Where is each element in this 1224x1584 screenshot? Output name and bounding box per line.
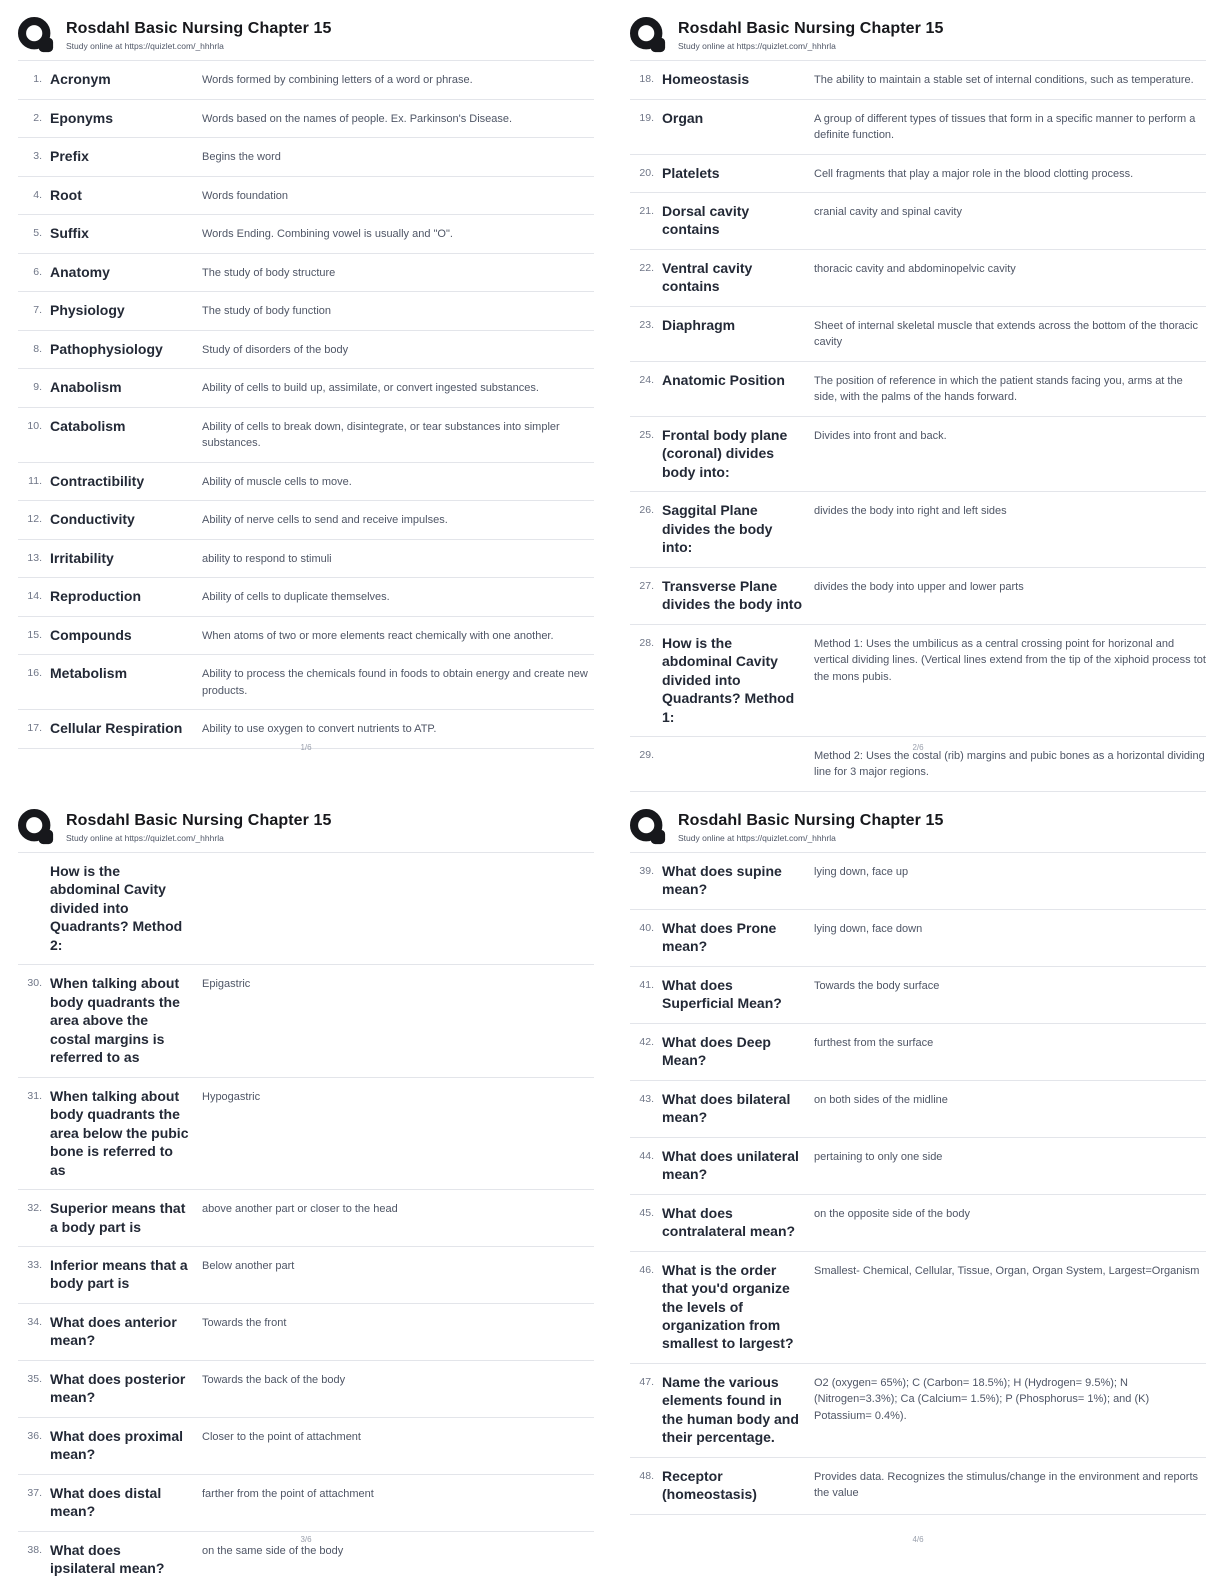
term-number: 20. [639, 166, 654, 179]
study-online-link[interactable]: Study online at https://quizlet.com/_hhhrla [678, 833, 836, 844]
definition-text: The position of reference in which the patient stands facing you, arms at the side, with the palms of the hands forward. [814, 374, 1183, 404]
term-row [18, 1475, 594, 1532]
term-row [630, 250, 1206, 307]
term-text: Transverse Plane divides the body into [662, 577, 803, 613]
term-number [18, 862, 42, 865]
page-4 [612, 792, 1224, 1584]
definition-text: Ability of cells to build up, assimilate, or convert ingested substances. [202, 382, 539, 394]
definition-text: Hypogastric [202, 1090, 261, 1103]
term-text: What does contralateral mean? [662, 1204, 796, 1240]
definition-text: The study of body function [202, 305, 332, 317]
definition-text: ability to respond to stimuli [202, 552, 332, 565]
term-text: Compounds [50, 626, 132, 643]
term-row [630, 100, 1206, 155]
header-text-block [66, 16, 332, 51]
term-row [18, 292, 594, 331]
term-number: 43. [639, 1092, 654, 1105]
term-number: 12. [27, 513, 42, 525]
term-text: Superior means that a body part is [50, 1200, 186, 1235]
term-number: 21. [639, 205, 654, 217]
definition-text: divides the body into right and left sides [814, 505, 1007, 518]
definition-text: Epigastric [202, 978, 251, 991]
term-number: 26. [639, 504, 654, 517]
term-text: Saggital Plane divides the body into: [662, 502, 773, 556]
term-row [18, 61, 594, 100]
term-text: Cellular Respiration [50, 720, 183, 736]
term-number: 33. [27, 1258, 42, 1271]
term-number: 34. [27, 1315, 42, 1328]
term-number: 42. [639, 1035, 654, 1048]
term-text: Anatomic Position [662, 371, 785, 388]
page-2 [612, 0, 1224, 792]
term-row [630, 1252, 1206, 1364]
definition-text: Ability of nerve cells to send and receive impulses. [202, 514, 448, 526]
page-3 [0, 792, 612, 1584]
definition-text: lying down, face up [814, 866, 909, 878]
page-header [0, 0, 612, 60]
term-number: 19. [639, 111, 654, 124]
term-text: How is the abdominal Cavity divided into Quadrants? Method 2: [50, 863, 183, 953]
term-row [630, 362, 1206, 417]
term-row [630, 1081, 1206, 1138]
term-text: Homeostasis [662, 71, 750, 87]
term-text: Acronym [50, 71, 111, 87]
header-text-block [66, 808, 332, 843]
term-text: What does proximal mean? [50, 1427, 184, 1463]
term-number: 3. [33, 150, 42, 162]
term-text: What does unilateral mean? [662, 1147, 799, 1183]
term-row [18, 1361, 594, 1418]
term-row [630, 193, 1206, 250]
definition-text: Words based on the names of people. Ex. Parkinson's Disease. [202, 112, 513, 125]
page-1 [0, 0, 612, 792]
term-text: What does Prone mean? [662, 919, 777, 955]
term-text: What does bilateral mean? [662, 1090, 791, 1126]
definition-text: Words formed by combining letters of a word or phrase. [202, 74, 473, 86]
term-text: Irritability [50, 549, 114, 566]
term-number: 37. [27, 1486, 42, 1499]
page-number: 3/6 [300, 1535, 312, 1544]
term-row [18, 408, 594, 463]
term-list [630, 852, 1206, 1515]
term-row [18, 215, 594, 254]
term-number: 15. [27, 628, 42, 641]
term-number: 48. [639, 1469, 654, 1482]
definition-text: Method 1: Uses the umbilicus as a central crossing point for horizonal and vertical dividing lines. (Vertical lines extend from the tip of the xiphoid process tot the mons pubis. [814, 637, 1206, 683]
term-text: What does ipsilateral mean? [50, 1541, 165, 1577]
term-number: 1. [33, 73, 42, 85]
term-row [630, 1024, 1206, 1081]
definition-text: Below another part [202, 1259, 295, 1272]
term-row [18, 100, 594, 139]
term-list [630, 60, 1206, 792]
term-number: 16. [27, 667, 42, 679]
term-row [18, 617, 594, 656]
definition-text [202, 862, 594, 864]
page-header [0, 792, 612, 852]
term-number: 29. [639, 748, 654, 761]
study-online-link[interactable]: Study online at https://quizlet.com/_hhhrla [66, 833, 224, 844]
term-number: 39. [639, 865, 654, 877]
quizlet-logo-icon [630, 809, 666, 845]
term-number: 18. [639, 73, 654, 85]
term-number: 36. [27, 1429, 42, 1442]
term-number: 44. [639, 1149, 654, 1162]
definition-text: divides the body into upper and lower parts [814, 580, 1024, 593]
term-list [18, 852, 594, 1584]
page-number: 1/6 [300, 743, 312, 752]
term-row [630, 1138, 1206, 1195]
definition-text: Closer to the point of attachment [202, 1430, 361, 1443]
definition-text: Towards the front [202, 1316, 287, 1329]
term-text: What does Superficial Mean? [662, 976, 782, 1012]
definition-text: Ability of cells to duplicate themselves. [202, 591, 390, 603]
term-row [18, 540, 594, 579]
term-text: Root [50, 186, 82, 203]
term-text: Frontal body plane (coronal) divides body into: [662, 426, 788, 480]
term-row [630, 568, 1206, 625]
term-row [18, 369, 594, 408]
definition-text: Study of disorders of the body [202, 343, 349, 356]
page-title: Rosdahl Basic Nursing Chapter 15 [66, 812, 332, 829]
term-number: 32. [27, 1202, 42, 1215]
definition-text: pertaining to only one side [814, 1150, 943, 1163]
term-row [18, 1078, 594, 1190]
definition-text: A group of different types of tissues that form in a specific manner to perform a definite function. [814, 112, 1196, 141]
term-text: Name the various elements found in the human body and their percentage. [662, 1373, 799, 1446]
quizlet-logo-icon [18, 809, 54, 845]
page-header [612, 0, 1224, 60]
definition-text: Ability of cells to break down, disintegrate, or tear substances into simpler substances. [202, 420, 560, 449]
term-row [630, 1364, 1206, 1458]
term-number: 22. [639, 261, 654, 274]
definition-text: Ability to use oxygen to convert nutrients to ATP. [202, 723, 437, 735]
term-row [18, 177, 594, 216]
page-title: Rosdahl Basic Nursing Chapter 15 [678, 20, 944, 37]
definition-text: The ability to maintain a stable set of internal conditions, such as temperature. [814, 74, 1194, 86]
term-number: 11. [28, 474, 42, 487]
definition-text: Cell fragments that play a major role in the blood clotting process. [814, 167, 1134, 180]
term-row [18, 1247, 594, 1304]
term-row [630, 417, 1206, 492]
study-online-link[interactable]: Study online at https://quizlet.com/_hhhrla [66, 41, 224, 52]
term-row [18, 501, 594, 540]
definition-text: farther from the point of attachment [202, 1487, 374, 1500]
term-row [630, 967, 1206, 1024]
header-text-block [678, 16, 944, 51]
term-number: 30. [27, 977, 42, 990]
term-row [18, 331, 594, 370]
term-row [630, 625, 1206, 737]
term-row [630, 1195, 1206, 1252]
term-row [18, 965, 594, 1077]
term-number: 46. [639, 1263, 654, 1276]
term-number: 17. [27, 722, 42, 734]
term-number: 40. [639, 921, 654, 934]
term-text: Catabolism [50, 417, 126, 434]
term-number: 47. [639, 1375, 654, 1388]
page-header [612, 792, 1224, 852]
definition-text: Divides into front and back. [814, 429, 947, 442]
definition-text: Sheet of internal skeletal muscle that extends across the bottom of the thoracic cavity [814, 319, 1198, 349]
term-row [18, 463, 594, 502]
term-text: Diaphragm [662, 316, 736, 333]
definition-text: above another part or closer to the head [202, 1203, 398, 1216]
definition-text: Ability to process the chemicals found in foods to obtain energy and create new products. [202, 668, 588, 697]
term-text: Inferior means that a body part is [50, 1256, 188, 1292]
definition-text: Towards the body surface [814, 979, 940, 992]
term-row [18, 853, 594, 965]
term-row [630, 155, 1206, 194]
term-text: What does supine mean? [662, 863, 782, 898]
term-row [18, 655, 594, 710]
quizlet-logo-icon [18, 17, 54, 53]
term-text: Suffix [50, 225, 89, 241]
page-number: 2/6 [912, 743, 924, 752]
term-number: 6. [33, 265, 42, 278]
page-title: Rosdahl Basic Nursing Chapter 15 [678, 812, 944, 829]
term-row [630, 307, 1206, 362]
term-number: 24. [639, 373, 654, 386]
term-text: Contractibility [50, 472, 145, 489]
term-row [18, 254, 594, 293]
term-number: 41. [639, 978, 654, 991]
term-number: 4. [33, 188, 42, 201]
term-row [18, 578, 594, 617]
term-number: 7. [33, 304, 42, 316]
term-text: What does anterior mean? [50, 1313, 177, 1349]
definition-text: cranial cavity and spinal cavity [814, 206, 962, 218]
term-text: Organ [662, 109, 704, 126]
term-number: 25. [639, 428, 654, 441]
definition-text: Smallest- Chemical, Cellular, Tissue, Organ, Organ System, Largest=Organism [814, 1264, 1200, 1277]
term-number: 14. [27, 590, 42, 602]
term-row [630, 910, 1206, 967]
study-online-link[interactable]: Study online at https://quizlet.com/_hhhrla [678, 41, 836, 52]
term-text: Dorsal cavity contains [662, 203, 750, 238]
header-text-block [678, 808, 944, 843]
definition-text: Method 2: Uses the costal (rib) margins and pubic bones as a horizontal dividing line for 3 major regions. [814, 749, 1205, 779]
term-text: What does distal mean? [50, 1484, 162, 1520]
term-text: Receptor (homeostasis) [662, 1467, 757, 1503]
term-row [630, 61, 1206, 100]
term-number: 5. [33, 227, 42, 239]
term-row [630, 853, 1206, 910]
definition-text: Ability of muscle cells to move. [202, 475, 352, 488]
quizlet-logo-icon [630, 17, 666, 53]
term-text: Eponyms [50, 109, 114, 126]
term-text: What is the order that you'd organize the levels of organization from smallest to largest? [662, 1261, 794, 1352]
definition-text: O2 (oxygen= 65%); C (Carbon= 18.5%); H (Hydrogen= 9.5%); N (Nitrogen=3.3%); Ca (Calcium= 1.5%); P (Phosphorus= 1%); and (K) Potassium= 0.4%). [814, 1376, 1150, 1422]
term-row [18, 1190, 594, 1247]
term-row [18, 138, 594, 177]
term-text: Platelets [662, 164, 720, 181]
term-number: 31. [27, 1089, 42, 1102]
definition-text: Words foundation [202, 189, 289, 202]
term-number: 23. [639, 318, 654, 331]
term-text: Physiology [50, 302, 125, 318]
term-number: 2. [33, 111, 42, 124]
term-text: Anabolism [50, 379, 122, 395]
term-row [630, 1458, 1206, 1515]
page-title: Rosdahl Basic Nursing Chapter 15 [66, 20, 332, 37]
term-number: 10. [27, 419, 42, 432]
definition-text: furthest from the surface [814, 1036, 934, 1049]
term-text: What does Deep Mean? [662, 1033, 771, 1069]
term-text: Ventral cavity contains [662, 259, 753, 295]
term-row [630, 492, 1206, 567]
definition-text: Towards the back of the body [202, 1373, 346, 1386]
term-text: Reproduction [50, 588, 141, 604]
term-text: Conductivity [50, 511, 135, 527]
term-text: Metabolism [50, 665, 128, 681]
term-row [18, 1418, 594, 1475]
term-row [18, 1304, 594, 1361]
term-text: Prefix [50, 148, 89, 164]
term-number: 28. [639, 636, 654, 649]
term-number: 8. [33, 342, 42, 355]
definition-text: lying down, face down [814, 922, 923, 935]
term-text: What does posterior mean? [50, 1370, 186, 1406]
definition-text: Begins the word [202, 151, 281, 163]
term-text: How is the abdominal Cavity divided into Quadrants? Method 1: [662, 634, 795, 725]
definition-text: on the opposite side of the body [814, 1207, 970, 1220]
definition-text: When atoms of two or more elements react chemically with one another. [202, 629, 554, 642]
term-text: When talking about body quadrants the area above the costal margins is referred to as [50, 975, 180, 1066]
definition-text: Provides data. Recognizes the stimulus/change in the environment and reports the value [814, 1470, 1198, 1500]
term-text: Pathophysiology [50, 340, 163, 357]
definition-text: thoracic cavity and abdominopelvic cavity [814, 262, 1016, 275]
term-number: 13. [27, 551, 42, 564]
term-number: 38. [27, 1543, 42, 1556]
definition-text: on the same side of the body [202, 1544, 344, 1557]
term-number: 35. [27, 1372, 42, 1385]
term-text: When talking about body quadrants the area below the pubic bone is referred to as [50, 1087, 189, 1178]
page-number: 4/6 [912, 1535, 924, 1544]
term-number: 27. [639, 579, 654, 592]
term-list [18, 60, 594, 749]
definition-text: on both sides of the midline [814, 1093, 948, 1106]
definition-text: The study of body structure [202, 266, 336, 279]
term-number: 45. [639, 1206, 654, 1219]
definition-text: Words Ending. Combining vowel is usually and "O". [202, 228, 453, 240]
term-number: 9. [33, 381, 42, 393]
term-text: Anatomy [50, 263, 110, 280]
